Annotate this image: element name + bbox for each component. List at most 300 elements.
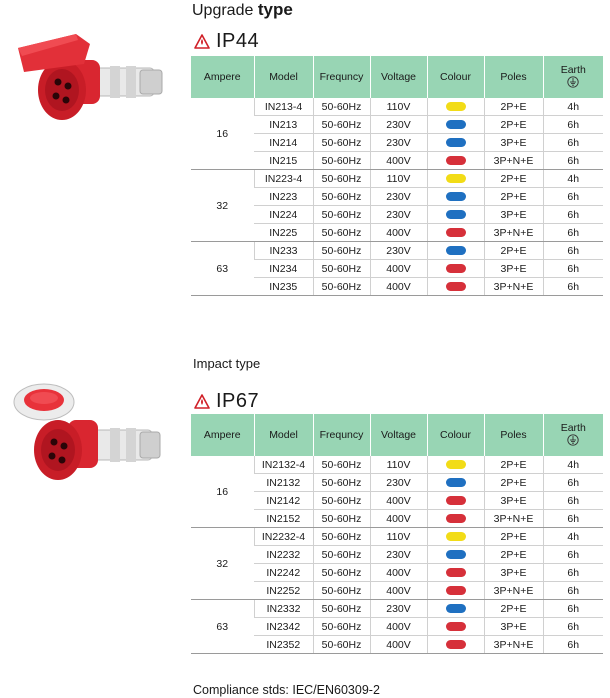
frequency-cell-value: 50-60Hz <box>321 208 362 221</box>
earth-cell-value: 6h <box>567 280 580 293</box>
earth-header <box>544 422 604 449</box>
earth-cell <box>543 152 603 170</box>
voltage-cell <box>370 98 427 116</box>
model-cell-value: IN2152 <box>266 512 301 525</box>
colour-cell <box>427 116 484 134</box>
warning-triangle-icon <box>194 34 210 49</box>
ip-rating-label: IP67 <box>216 390 260 412</box>
colour-swatch <box>446 210 466 219</box>
frequency-cell <box>313 618 370 636</box>
colour-cell <box>427 528 484 546</box>
model-cell <box>254 528 313 546</box>
table-row <box>191 456 603 474</box>
frequency-cell <box>313 170 370 188</box>
earth-icon-wrap <box>567 434 579 449</box>
voltage-cell-value: 400V <box>386 226 411 239</box>
frequency-cell-value: 50-60Hz <box>321 154 362 167</box>
frequency-cell <box>313 134 370 152</box>
model-cell <box>254 564 313 582</box>
voltage-cell <box>370 456 427 474</box>
model-cell-value: IN2332 <box>266 602 301 615</box>
frequency-cell <box>313 600 370 618</box>
poles-cell <box>484 134 543 152</box>
earth-cell <box>543 474 603 492</box>
colour-cell <box>427 152 484 170</box>
colour-swatch <box>446 264 466 273</box>
colour-cell <box>427 260 484 278</box>
earth-cell-value: 6h <box>567 476 580 489</box>
earth-cell-value: 6h <box>567 190 580 203</box>
ampere-value: 32 <box>216 557 229 570</box>
earth-cell-value: 6h <box>567 512 580 525</box>
model-cell-value: IN2232 <box>266 548 301 561</box>
frequency-cell-value: 50-60Hz <box>321 190 362 203</box>
poles-cell <box>484 618 543 636</box>
voltage-cell-value: 400V <box>386 280 411 293</box>
model-cell-value: IN2252 <box>266 584 301 597</box>
colour-swatch <box>446 192 466 201</box>
frequency-cell <box>313 474 370 492</box>
voltage-cell <box>370 188 427 206</box>
model-cell-value: IN225 <box>269 226 298 239</box>
compliance-footer: Compliance stds: IEC/EN60309-2 <box>193 683 380 697</box>
colour-swatch <box>446 228 466 237</box>
poles-cell-value: 2P+E <box>500 548 527 561</box>
voltage-cell <box>370 582 427 600</box>
voltage-cell-value: 230V <box>386 602 411 615</box>
colour-swatch <box>446 174 466 183</box>
earth-cell-value: 4h <box>567 458 580 471</box>
table-row <box>191 600 603 618</box>
poles-cell <box>484 206 543 224</box>
voltage-cell-value: 110V <box>386 100 411 113</box>
poles-cell-value: 3P+E <box>500 208 527 221</box>
poles-cell-value: 3P+N+E <box>493 638 534 651</box>
table-row <box>191 170 603 188</box>
voltage-cell <box>370 618 427 636</box>
poles-cell <box>484 582 543 600</box>
header-row <box>191 56 603 98</box>
poles-cell <box>484 528 543 546</box>
frequency-cell-value: 50-60Hz <box>321 548 362 561</box>
poles-cell <box>484 546 543 564</box>
earth-cell-value: 6h <box>567 638 580 651</box>
voltage-cell-value: 110V <box>386 172 411 185</box>
colour-swatch <box>446 586 466 595</box>
frequency-cell <box>313 528 370 546</box>
voltage-cell-value: 110V <box>386 530 411 543</box>
voltage-cell <box>370 546 427 564</box>
poles-cell <box>484 188 543 206</box>
poles-cell <box>484 260 543 278</box>
earth-cell <box>543 134 603 152</box>
table-row <box>191 528 603 546</box>
model-cell-value: IN213 <box>269 118 298 131</box>
model-cell-value: IN2142 <box>266 494 301 507</box>
ip-rating-label: IP44 <box>216 30 260 52</box>
earth-cell-value: 4h <box>567 100 580 113</box>
earth-cell-value: 6h <box>567 208 580 221</box>
poles-cell-value: 2P+E <box>500 476 527 489</box>
table-row <box>191 98 603 116</box>
section-title-upgrade <box>192 0 293 20</box>
voltage-cell <box>370 636 427 654</box>
frequency-cell <box>313 224 370 242</box>
earth-ground-icon <box>567 76 579 88</box>
column-header <box>484 414 543 456</box>
earth-cell <box>543 456 603 474</box>
model-cell-value: IN2342 <box>266 620 301 633</box>
column-header-label: Model <box>269 429 298 441</box>
colour-cell <box>427 170 484 188</box>
earth-cell <box>543 600 603 618</box>
poles-cell-value: 2P+E <box>500 530 527 543</box>
earth-cell-value: 6h <box>567 262 580 275</box>
voltage-cell <box>370 510 427 528</box>
frequency-cell <box>313 510 370 528</box>
poles-cell-value: 3P+E <box>500 262 527 275</box>
ip44-heading <box>194 30 259 53</box>
poles-cell <box>484 116 543 134</box>
column-header <box>191 414 254 456</box>
frequency-cell <box>313 546 370 564</box>
earth-cell <box>543 206 603 224</box>
voltage-cell-value: 400V <box>386 262 411 275</box>
voltage-cell-value: 230V <box>386 190 411 203</box>
header-row <box>191 414 603 456</box>
poles-cell <box>484 564 543 582</box>
poles-cell-value: 2P+E <box>500 458 527 471</box>
column-header <box>313 414 370 456</box>
ampere-value: 16 <box>216 127 229 140</box>
frequency-cell <box>313 116 370 134</box>
colour-cell <box>427 188 484 206</box>
colour-cell <box>427 618 484 636</box>
column-header <box>543 414 603 456</box>
frequency-cell-value: 50-60Hz <box>321 566 362 579</box>
section-title-text: Upgrade <box>192 2 258 19</box>
voltage-cell-value: 230V <box>386 548 411 561</box>
frequency-cell <box>313 456 370 474</box>
colour-cell <box>427 600 484 618</box>
column-header-label: Voltage <box>380 429 417 441</box>
model-cell <box>254 618 313 636</box>
section-title-impact <box>193 356 260 371</box>
column-header-label: Model <box>269 71 298 83</box>
voltage-cell <box>370 278 427 296</box>
ampere-value: 16 <box>216 485 229 498</box>
table-row <box>191 242 603 260</box>
colour-cell <box>427 242 484 260</box>
earth-cell <box>543 636 603 654</box>
earth-cell <box>543 278 603 296</box>
earth-cell <box>543 224 603 242</box>
voltage-cell <box>370 170 427 188</box>
colour-swatch <box>446 496 466 505</box>
column-header-label: Ampere <box>203 71 241 83</box>
model-cell-value: IN234 <box>269 262 298 275</box>
column-header <box>254 56 313 98</box>
earth-cell <box>543 492 603 510</box>
earth-icon-wrap <box>567 76 579 91</box>
colour-swatch <box>446 532 466 541</box>
model-cell <box>254 98 313 116</box>
earth-cell <box>543 564 603 582</box>
frequency-cell <box>313 98 370 116</box>
ampere-value: 63 <box>216 620 229 633</box>
column-header <box>254 414 313 456</box>
model-cell <box>254 260 313 278</box>
poles-cell-value: 3P+E <box>500 494 527 507</box>
poles-cell <box>484 492 543 510</box>
model-cell <box>254 492 313 510</box>
model-cell <box>254 206 313 224</box>
voltage-cell <box>370 224 427 242</box>
earth-cell <box>543 98 603 116</box>
model-cell-value: IN2132 <box>266 476 301 489</box>
frequency-cell-value: 50-60Hz <box>321 226 362 239</box>
frequency-cell-value: 50-60Hz <box>321 584 362 597</box>
poles-cell-value: 2P+E <box>500 244 527 257</box>
voltage-cell <box>370 134 427 152</box>
colour-swatch <box>446 622 466 631</box>
earth-cell <box>543 546 603 564</box>
model-cell <box>254 456 313 474</box>
spec-table-ip67 <box>191 414 603 654</box>
earth-cell <box>543 528 603 546</box>
model-cell-value: IN235 <box>269 280 298 293</box>
voltage-cell-value: 230V <box>386 476 411 489</box>
frequency-cell <box>313 278 370 296</box>
frequency-cell <box>313 564 370 582</box>
model-cell <box>254 474 313 492</box>
earth-cell <box>543 170 603 188</box>
poles-cell-value: 3P+E <box>500 620 527 633</box>
earth-cell <box>543 242 603 260</box>
column-header-label: Poles <box>500 71 527 83</box>
ip67-heading <box>194 390 259 413</box>
frequency-cell <box>313 242 370 260</box>
poles-cell <box>484 278 543 296</box>
column-header-label: Poles <box>500 429 527 441</box>
earth-cell <box>543 582 603 600</box>
earth-cell-value: 6h <box>567 494 580 507</box>
frequency-cell-value: 50-60Hz <box>321 530 362 543</box>
ampere-cell <box>191 456 254 528</box>
model-cell-value: IN233 <box>269 244 298 257</box>
frequency-cell-value: 50-60Hz <box>321 512 362 525</box>
poles-cell-value: 3P+E <box>500 566 527 579</box>
colour-swatch <box>446 120 466 129</box>
colour-swatch <box>446 460 466 469</box>
colour-cell <box>427 278 484 296</box>
column-header-label: Colour <box>440 429 471 441</box>
voltage-cell <box>370 206 427 224</box>
model-cell <box>254 546 313 564</box>
voltage-cell <box>370 474 427 492</box>
frequency-cell-value: 50-60Hz <box>321 244 362 257</box>
colour-cell <box>427 492 484 510</box>
earth-cell-value: 4h <box>567 530 580 543</box>
poles-cell <box>484 152 543 170</box>
voltage-cell-value: 110V <box>386 458 411 471</box>
ampere-value: 63 <box>216 262 229 275</box>
voltage-cell <box>370 260 427 278</box>
column-header-label: Earth <box>560 63 586 76</box>
column-header <box>313 56 370 98</box>
model-cell-value: IN2352 <box>266 638 301 651</box>
poles-cell <box>484 510 543 528</box>
colour-cell <box>427 98 484 116</box>
poles-cell-value: 3P+N+E <box>493 154 534 167</box>
voltage-cell <box>370 600 427 618</box>
poles-cell-value: 2P+E <box>500 118 527 131</box>
colour-cell <box>427 564 484 582</box>
column-header-label: Frequncy <box>319 429 364 441</box>
voltage-cell-value: 230V <box>386 136 411 149</box>
earth-ground-icon <box>567 434 579 446</box>
earth-cell <box>543 510 603 528</box>
poles-cell <box>484 224 543 242</box>
colour-cell <box>427 546 484 564</box>
earth-cell-value: 6h <box>567 118 580 131</box>
colour-cell <box>427 206 484 224</box>
colour-cell <box>427 510 484 528</box>
model-cell <box>254 170 313 188</box>
poles-cell-value: 3P+E <box>500 136 527 149</box>
earth-cell-value: 6h <box>567 566 580 579</box>
ampere-value: 32 <box>216 199 229 212</box>
colour-swatch <box>446 282 466 291</box>
frequency-cell-value: 50-60Hz <box>321 280 362 293</box>
earth-cell-value: 6h <box>567 548 580 561</box>
voltage-cell-value: 400V <box>386 566 411 579</box>
poles-cell-value: 3P+N+E <box>493 512 534 525</box>
voltage-cell <box>370 564 427 582</box>
colour-swatch <box>446 640 466 649</box>
voltage-cell-value: 400V <box>386 638 411 651</box>
poles-cell <box>484 474 543 492</box>
earth-cell-value: 6h <box>567 244 580 257</box>
earth-cell-value: 6h <box>567 136 580 149</box>
poles-cell-value: 2P+E <box>500 190 527 203</box>
model-cell-value: IN214 <box>269 136 298 149</box>
poles-cell <box>484 600 543 618</box>
voltage-cell-value: 400V <box>386 512 411 525</box>
ampere-cell <box>191 242 254 296</box>
column-header-label: Ampere <box>203 429 241 441</box>
colour-swatch <box>446 550 466 559</box>
frequency-cell-value: 50-60Hz <box>321 136 362 149</box>
frequency-cell-value: 50-60Hz <box>321 494 362 507</box>
frequency-cell-value: 50-60Hz <box>321 100 362 113</box>
colour-swatch <box>446 102 466 111</box>
poles-cell-value: 2P+E <box>500 602 527 615</box>
colour-swatch <box>446 246 466 255</box>
frequency-cell <box>313 582 370 600</box>
poles-cell-value: 3P+N+E <box>493 280 534 293</box>
colour-cell <box>427 582 484 600</box>
model-cell <box>254 510 313 528</box>
column-header <box>370 56 427 98</box>
model-cell <box>254 278 313 296</box>
model-cell-value: IN215 <box>269 154 298 167</box>
colour-swatch <box>446 478 466 487</box>
frequency-cell <box>313 636 370 654</box>
frequency-cell-value: 50-60Hz <box>321 172 362 185</box>
earth-cell-value: 6h <box>567 584 580 597</box>
poles-cell-value: 3P+N+E <box>493 226 534 239</box>
model-cell-value: IN223 <box>269 190 298 203</box>
poles-cell <box>484 242 543 260</box>
frequency-cell-value: 50-60Hz <box>321 602 362 615</box>
column-header-label: Frequncy <box>319 71 364 83</box>
poles-cell-value: 2P+E <box>500 172 527 185</box>
colour-swatch <box>446 604 466 613</box>
spec-table-ip44 <box>191 56 603 296</box>
voltage-cell <box>370 242 427 260</box>
ampere-cell <box>191 528 254 600</box>
frequency-cell-value: 50-60Hz <box>321 262 362 275</box>
model-cell-value: IN213-4 <box>264 100 303 113</box>
earth-cell-value: 4h <box>567 172 580 185</box>
product-image-ip44-socket <box>6 30 172 130</box>
model-cell-value: IN224 <box>269 208 298 221</box>
earth-cell-value: 6h <box>567 226 580 239</box>
column-header <box>427 56 484 98</box>
column-header <box>427 414 484 456</box>
earth-cell <box>543 618 603 636</box>
column-header <box>484 56 543 98</box>
poles-cell-value: 2P+E <box>500 100 527 113</box>
model-cell-value: IN2232-4 <box>261 530 306 543</box>
frequency-cell <box>313 188 370 206</box>
colour-swatch <box>446 156 466 165</box>
frequency-cell-value: 50-60Hz <box>321 476 362 489</box>
frequency-cell <box>313 206 370 224</box>
voltage-cell-value: 400V <box>386 620 411 633</box>
voltage-cell-value: 400V <box>386 154 411 167</box>
model-cell-value: IN223-4 <box>264 172 303 185</box>
product-image-ip67-socket <box>2 380 172 490</box>
ampere-cell <box>191 98 254 170</box>
earth-cell-value: 6h <box>567 154 580 167</box>
poles-cell <box>484 98 543 116</box>
colour-swatch <box>446 568 466 577</box>
ampere-cell <box>191 170 254 242</box>
poles-cell-value: 3P+N+E <box>493 584 534 597</box>
colour-cell <box>427 474 484 492</box>
column-header-label: Earth <box>560 421 586 434</box>
column-header <box>543 56 603 98</box>
model-cell <box>254 242 313 260</box>
poles-cell <box>484 636 543 654</box>
colour-cell <box>427 134 484 152</box>
column-header <box>370 414 427 456</box>
model-cell <box>254 224 313 242</box>
earth-cell <box>543 188 603 206</box>
column-header-label: Voltage <box>380 71 417 83</box>
colour-cell <box>427 224 484 242</box>
voltage-cell <box>370 492 427 510</box>
model-cell <box>254 116 313 134</box>
warning-triangle-icon <box>194 394 210 409</box>
frequency-cell <box>313 260 370 278</box>
voltage-cell-value: 230V <box>386 118 411 131</box>
frequency-cell-value: 50-60Hz <box>321 638 362 651</box>
model-cell <box>254 152 313 170</box>
column-header <box>191 56 254 98</box>
